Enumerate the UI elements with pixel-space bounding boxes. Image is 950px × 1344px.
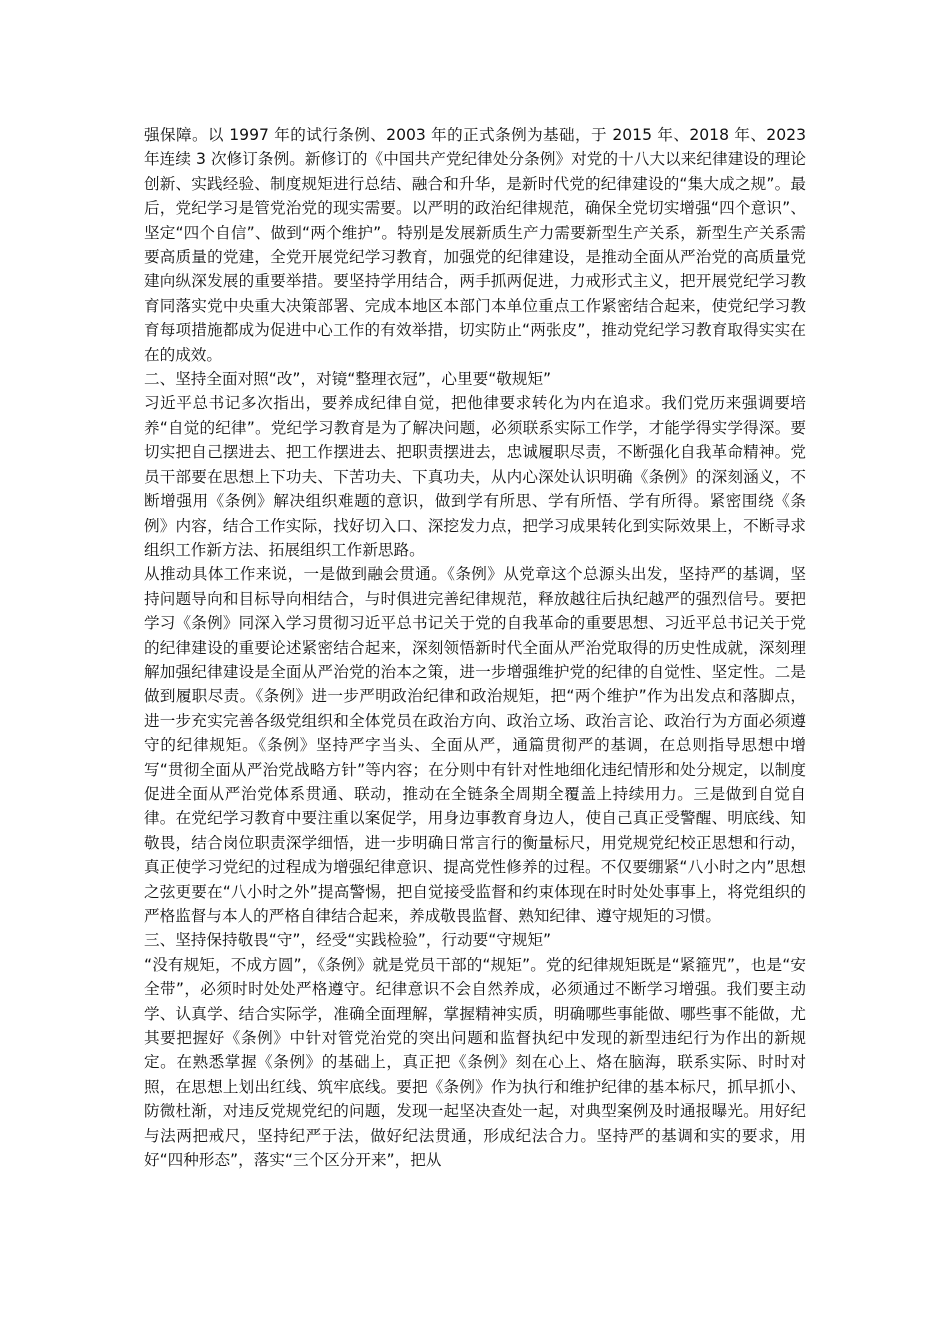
- section-heading: 二、坚持全面对照“改”，对镜“整理衣冠”，心里要“敬规矩”: [144, 370, 552, 389]
- body-paragraph: 从推动具体工作来说，一是做到融会贯通。《条例》从党章这个总源头出发，坚持严的基调，坚持问题导向和目标导向相结合，与时俱进完善纪律规范，释放越往后执纪越严的强烈信号。要把学习《条例》同深入学习贯彻习近平总书记关于党的自我革命的重要思想、习近平总书记关于党的纪律建设的重要论述紧密结合起来，深刻领悟新时代全面从严治党取得的历史性成就，深刻理解加强纪律建设是全面从严治党的治本之策，进一步增强维护党的纪律的自觉性、坚定性。二是做到履职尽责。《条例》进一步严明政治纪律和政治规矩，把“两个维护”作为出发点和落脚点，进一步充实完善各级党组织和全体党员在政治方向、政治立场、政治言论、政治行为方面必须遵守的纪律规矩。《条例》坚持严字当头、全面从严，通篇贯彻严的基调，在总则指导思想中增写“贯彻全面从严治党战略方针”等内容；在分则中有针对性地细化违纪情形和处分规定，以制度促进全面从严治党体系贯通、联动，推动在全链条全周期全覆盖上持续用力。三是做到自觉自律。在党纪学习教育中要注重以案促学，用身边事教育身边人，使自己真正受警醒、明底线、知敬畏，结合岗位职责深学细悟，进一步明确日常言行的衡量标尺，用党规党纪校正思想和行动，真正使学习党纪的过程成为增强纪律意识、提高党性修养的过程。不仅要绷紧“八小时之内”思想之弦更要在“八小时之外”提高警惕，把自觉接受监督和约束体现在时时处处事事上，将党组织的严格监督与本人的严格自律结合起来，养成敬畏监督、熟知纪律、遵守规矩的习惯。: [144, 565, 806, 925]
- body-paragraph: 习近平总书记多次指出，要养成纪律自觉，把他律要求转化为内在追求。我们党历来强调要培养“自觉的纪律”。党纪学习教育是为了解决问题，必须联系实际工作学，才能学得实学得深。要切实把自己摆进去、把工作摆进去、把职责摆进去，忠诚履职尽责，不断强化自我革命精神。党员干部要在思想上下功夫、下苦功夫、下真功夫，从内心深处认识明确《条例》的深刻涵义，不断增强用《条例》解决组织难题的意识，做到学有所思、学有所悟、学有所得。紧密围绕《条例》内容，结合工作实际，找好切入口、深挖发力点，把学习成果转化到实际效果上，不断寻求组织工作新方法、拓展组织工作新思路。: [144, 394, 806, 559]
- body-paragraph: 强保障。以 1997 年的试行条例、2003 年的正式条例为基础，于 2015 年、2018 年、2023 年连续 3 次修订条例。新修订的《中国共产党纪律处分条例》对党的十八大以来纪律建设的理论创新、实践经验、制度规矩进行总结、融合和升华，是新时代党的纪律建设的“集大成之规”。最后，党纪学习是管党治党的现实需要。以严明的政治纪律规范，确保全党切实增强“四个意识”、坚定“四个自信”、做到“两个维护”。特别是发展新质生产力需要新型生产关系，新型生产关系需要高质量的党建，全党开展党纪学习教育，加强党的纪律建设，是推动全面从严治党的高质量党建向纵深发展的重要举措。要坚持学用结合，两手抓两促进，力戒形式主义，把开展党纪学习教育同落实党中央重大决策部署、完成本地区本部门本单位重点工作紧密结合起来，使党纪学习教育每项措施都成为促进中心工作的有效举措，切实防止“两张皮”，推动党纪学习教育取得实实在在的成效。: [144, 126, 806, 364]
- document-page: [144, 123, 806, 1172]
- section-heading: 三、坚持保持敬畏“守”，经受“实践检验”，行动要“守规矩”: [144, 931, 552, 950]
- body-paragraph: “没有规矩，不成方圆”，《条例》就是党员干部的“规矩”。党的纪律规矩既是“紧箍咒”，也是“安全带”，必须时时处处严格遵守。纪律意识不会自然养成，必须通过不断学习增强。我们要主动学、认真学、结合实际学，准确全面理解，掌握精神实质，明确哪些事能做、哪些事不能做，尤其要把握好《条例》中针对管党治党的突出问题和监督执纪中发现的新型违纪行为作出的新规定。在熟悉掌握《条例》的基础上，真正把《条例》刻在心上、烙在脑海，联系实际、时时对照，在思想上划出红线、筑牢底线。要把《条例》作为执行和维护纪律的基本标尺，抓早抓小、防微杜渐，对违反党规党纪的问题，发现一起坚决查处一起，对典型案例及时通报曝光。用好纪与法两把戒尺，坚持纪严于法，做好纪法贯通，形成纪法合力。坚持严的基调和实的要求，用好“四种形态”，落实“三个区分开来”，把从: [144, 955, 806, 1170]
